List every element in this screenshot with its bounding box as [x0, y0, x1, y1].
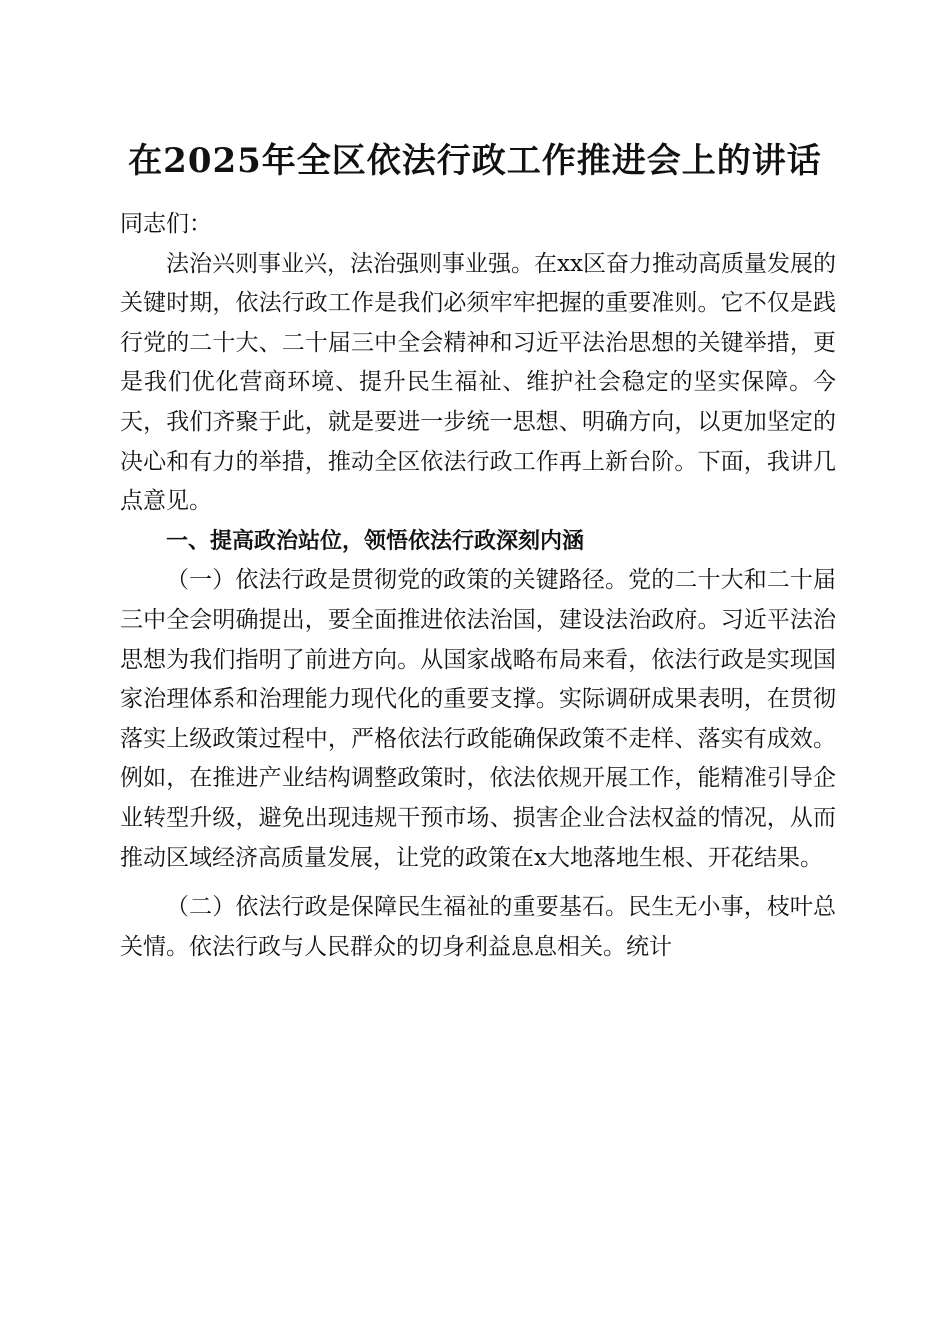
- subsection-body-1: 党的二十大和二十届三中全会明确提出，要全面推进依法治国，建设法治政府。习近平法治思想为我们指明了前进方向。从国家战略布局来看，依法行政是实现国家治理体系和治理能力现代化的重要支撑。实际调研成果表明，在贯彻落实上级政策过程中，严格依法行政能确保政策不走样、落实有成效。例如，在推进产业结构调整政策时，依法依规开展工作，能精准引导企业转型升级，避免出现违规干预市场、损害企业合法权益的情况，从而推动区域经济高质量发展，让党的政策在x大地落地生根、开花结果。: [120, 567, 837, 871]
- subsection-heading-1: （一）依法行政是贯彻党的政策的关键路径。: [166, 567, 629, 594]
- document-title: 在2025年全区依法行政工作推进会上的讲话: [128, 141, 822, 181]
- subsection-paragraph-2: [120, 888, 836, 967]
- subsection-heading-2: （二）依法行政是保障民生福祉的重要基石。: [166, 894, 629, 921]
- subsection-paragraph-1: [120, 561, 836, 878]
- salutation: 同志们：: [120, 211, 212, 237]
- paragraph-gap: [120, 878, 836, 888]
- intro-paragraph: 法治兴则事业兴，法治强则事业强。在xx区奋力推动高质量发展的关键时期，依法行政工作是我们必须牢牢把握的重要准则。它不仅是践行党的二十大、二十届三中全会精神和习近平法治思想的关键举措，更是我们优化营商环境、提升民生福祉、维护社会稳定的坚实保障。今天，我们齐聚于此，就是要进一步统一思想、明确方向，以更加坚定的决心和有力的举措，推动全区依法行政工作再上新台阶。下面，我讲几点意见。: [120, 250, 836, 515]
- subsection-body-2: 民生无小事，枝叶总关情。依法行政与人民群众的切身利益息息相关。统计: [120, 894, 837, 960]
- document-body: [120, 205, 836, 967]
- section-heading-1: 一、提高政治站位，领悟依法行政深刻内涵: [166, 528, 585, 554]
